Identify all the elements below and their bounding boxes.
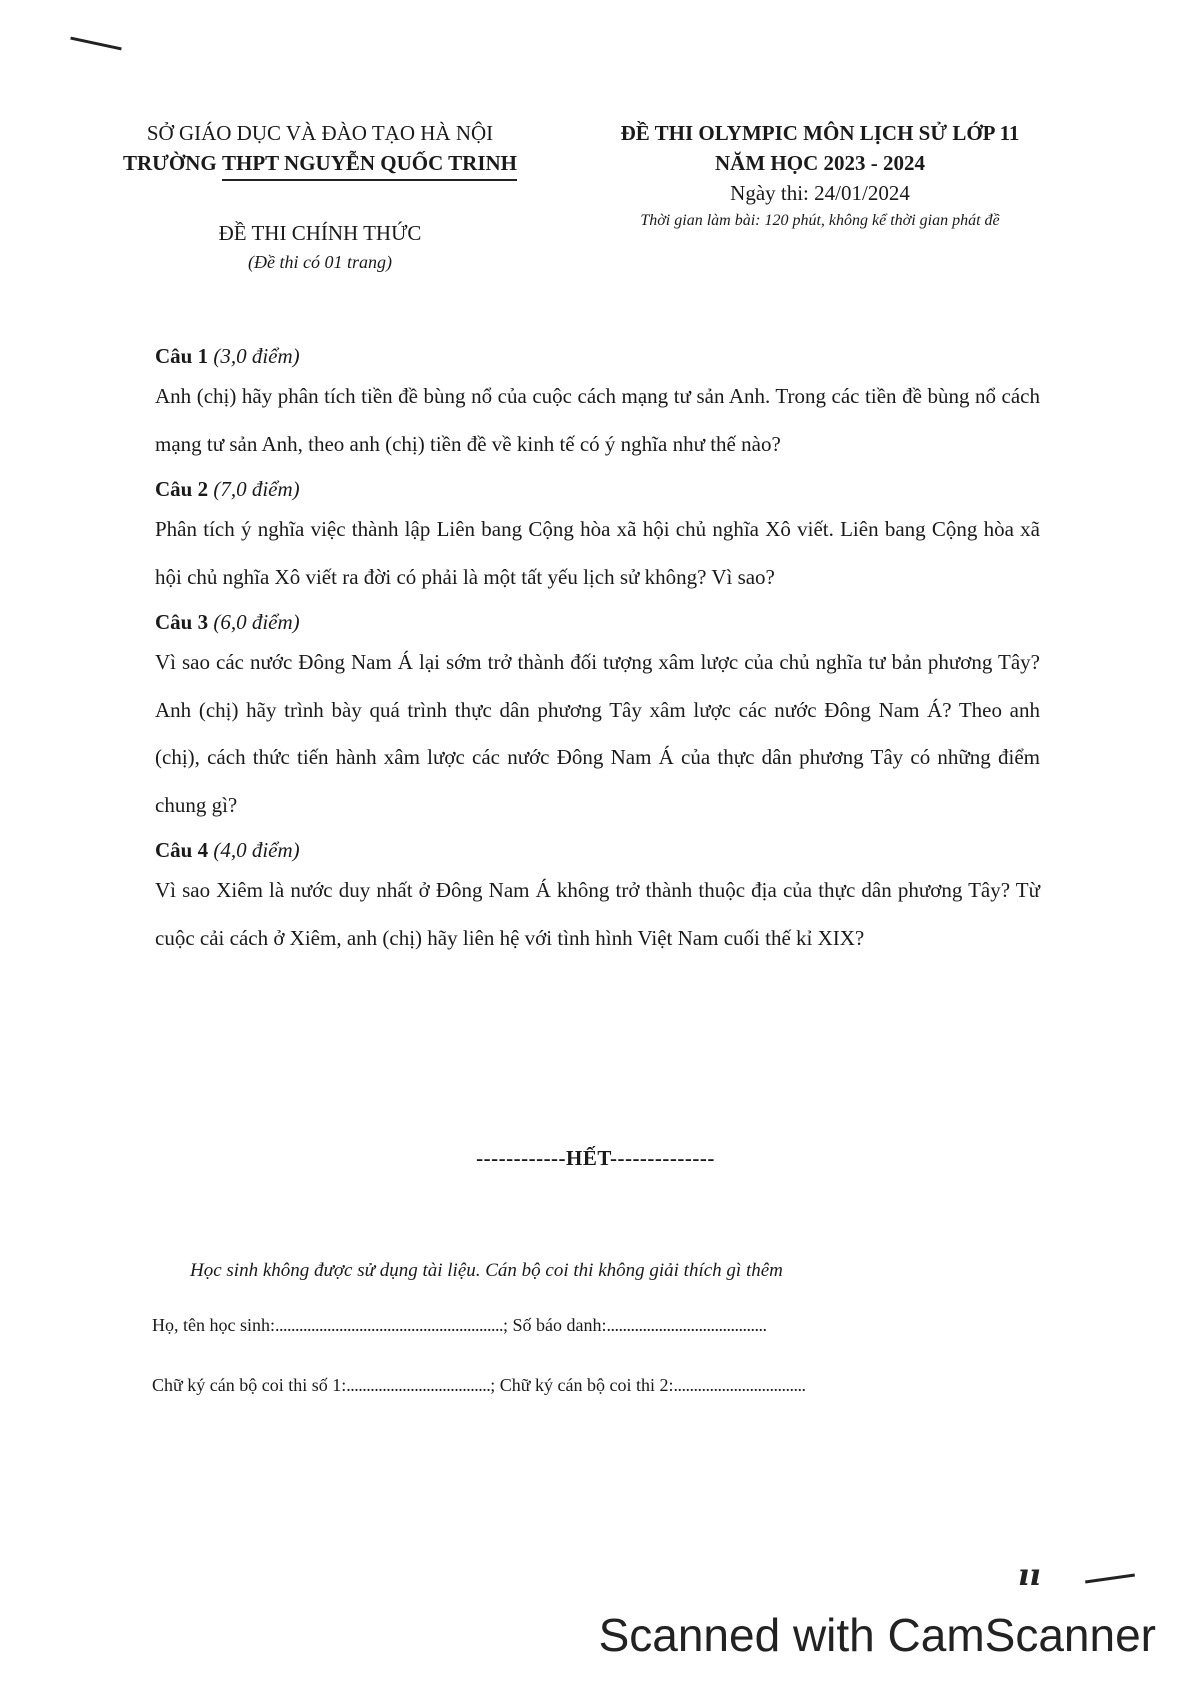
question-label: Câu 1 [155,344,209,368]
official-block [85,218,555,276]
camscanner-watermark: Scanned with CamScanner [598,1609,1156,1661]
footer-note: Học sinh không được sử dụng tài liệu. Cán bộ coi thi không giải thích gì thêm [190,1260,783,1281]
question-text: Vì sao các nước Đông Nam Á lại sớm trở thành đối tượng xâm lược của chủ nghĩa tư bản phương Tây? Anh (chị) hãy trình bày quá trình thực dân phương Tây xâm lược các nước Đông Nam Á? Theo anh (chị), cách thức tiến hành xâm lược các nước Đông Nam Á của thực dân phương Tây có những điểm chung gì? [155,650,1040,817]
school-year: NĂM HỌC 2023 - 2024 [715,151,925,175]
proctor-2-signature-field[interactable]: ................................. [673,1375,806,1395]
question-text: Anh (chị) hãy phân tích tiền đề bùng nổ của cuộc cách mạng tư sản Anh. Trong các tiền đề bùng nổ cách mạng tư sản Anh, theo anh (chị) tiền đề về kinh tế có ý nghĩa như thế nào? [155,384,1040,456]
question-heading [155,339,1040,373]
question-heading [155,605,1040,639]
questions-body [155,335,1040,962]
question-points: (7,0 điểm) [213,477,300,501]
proctor-1-signature-field[interactable]: .................................... [346,1375,491,1395]
handwritten-mark: ıı [1018,1558,1041,1593]
question-3 [155,605,1040,829]
question-label: Câu 2 [155,477,209,501]
header-right [575,118,1065,234]
proctor-1-label: Chữ ký cán bộ coi thi số 1: [152,1375,347,1395]
exam-date: Ngày thi: 24/01/2024 [730,181,910,205]
department-name: SỞ GIÁO DỤC VÀ ĐÀO TẠO HÀ NỘI [146,121,494,145]
question-heading [155,833,1040,867]
exam-title: ĐỀ THI OLYMPIC MÔN LỊCH SỬ LỚP 11 [620,121,1020,145]
header-left [85,118,555,181]
question-points: (6,0 điểm) [213,610,300,634]
official-label: ĐỀ THI CHÍNH THỨC [218,221,422,245]
student-name-label: Họ, tên học sinh: [152,1315,275,1335]
question-label: Câu 3 [155,610,209,634]
question-2 [155,472,1040,601]
candidate-number-field[interactable]: ........................................ [606,1315,767,1335]
school-name-line [85,148,555,181]
question-heading [155,472,1040,506]
end-marker: ------------HẾT-------------- [476,1146,715,1170]
school-name: THPT NGUYỄN QUỐC TRINH [222,148,517,181]
student-name-field[interactable]: ......................................................... [275,1315,503,1335]
question-text: Phân tích ý nghĩa việc thành lập Liên bang Cộng hòa xã hội chủ nghĩa Xô viết. Liên bang Cộng hòa xã hội chủ nghĩa Xô viết ra đời có phải là một tất yếu lịch sử không? Vì sao? [155,517,1040,589]
question-text: Vì sao Xiêm là nước duy nhất ở Đông Nam Á không trở thành thuộc địa của thực dân phương Tây? Từ cuộc cải cách ở Xiêm, anh (chị) hãy liên hệ với tình hình Việt Nam cuối thế kỉ XIX? [155,878,1040,950]
question-label: Câu 4 [155,838,209,862]
handwritten-dash [1085,1574,1135,1584]
question-points: (4,0 điểm) [213,838,300,862]
scan-mark [70,37,121,51]
proctor-signature-line [152,1375,1032,1396]
candidate-number-label: ; Số báo danh: [503,1315,607,1335]
question-1 [155,339,1040,468]
exam-duration: Thời gian làm bài: 120 phút, không kể thời gian phát đề [640,212,1000,229]
page-count-note: (Đề thi có 01 trang) [248,252,392,272]
school-prefix: TRƯỜNG [123,151,222,175]
student-info-line [152,1315,1032,1336]
question-4 [155,833,1040,962]
question-points: (3,0 điểm) [213,344,300,368]
proctor-2-label: ; Chữ ký cán bộ coi thi 2: [490,1375,674,1395]
